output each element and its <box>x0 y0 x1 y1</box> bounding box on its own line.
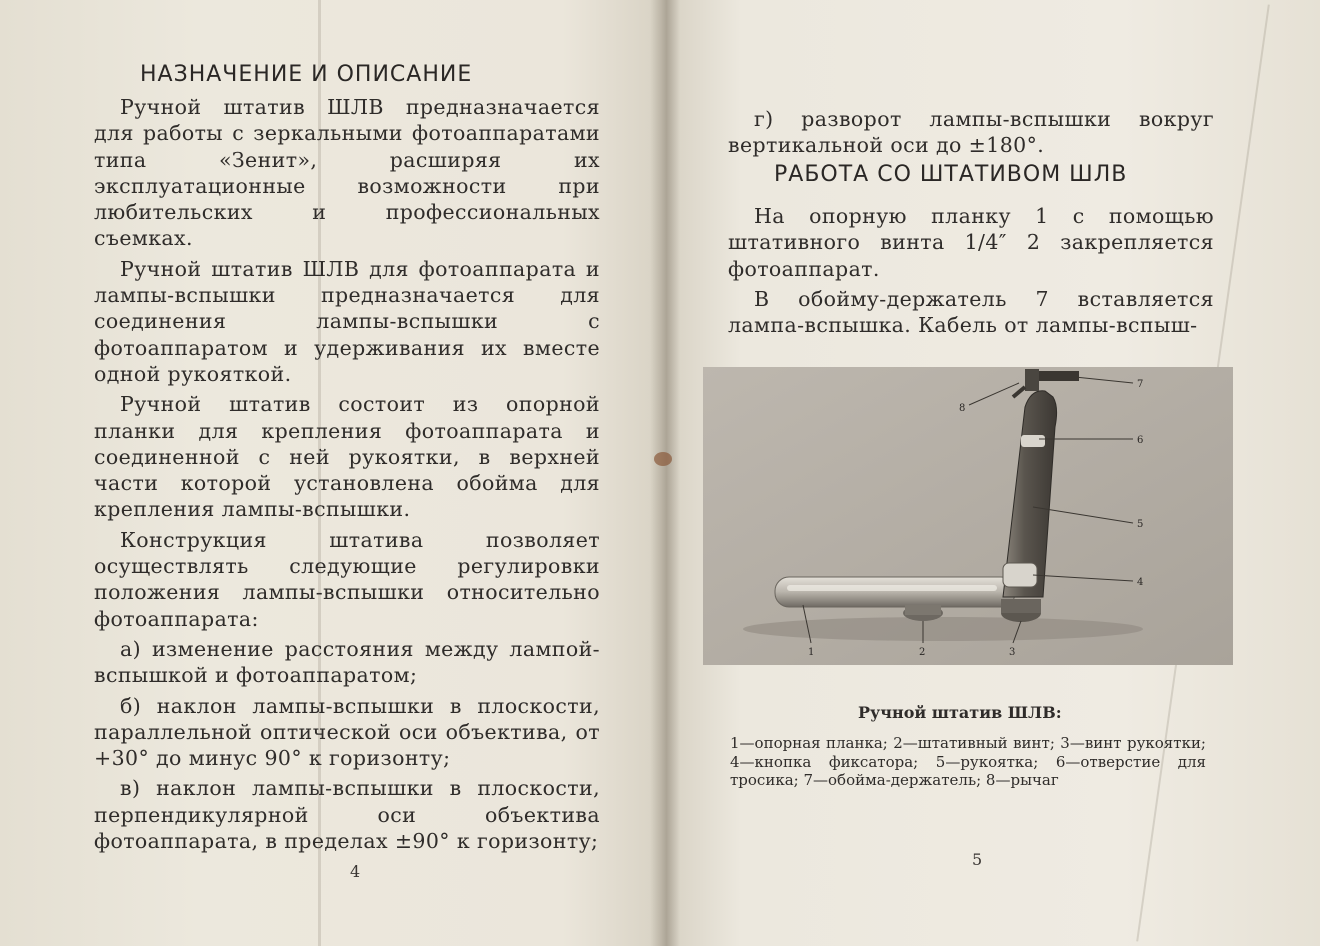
left-page-heading: НАЗНАЧЕНИЕ И ОПИСАНИЕ <box>140 62 473 87</box>
callout-1: 1 <box>808 647 815 658</box>
right-page-heading: РАБОТА СО ШТАТИВОМ ШЛВ <box>774 162 1128 187</box>
figure-caption: 1—опорная планка; 2—штативный винт; 3—винт рукоятки; 4—кнопка фиксатора; 5—рукоятка; 6—отверстие для тросика; 7—обойма-держатель; 8—рычаг <box>730 734 1206 789</box>
callout-4: 4 <box>1137 577 1144 588</box>
binding-hole <box>654 452 672 466</box>
list-item-a: а) изменение расстояния между лампой-вспышкой и фотоаппаратом; <box>94 636 600 688</box>
base-plank <box>775 577 1015 607</box>
list-item-v: в) наклон лампы-вспышки в плоскости, перпендикулярной оси объектива фотоаппарата, в пределах ±90° к горизонту; <box>94 776 600 854</box>
list-item-g: г) разворот лампы-вспышки вокруг вертикальной оси до ±180°. <box>728 107 1214 158</box>
tripod-photo <box>703 367 1233 665</box>
figure-caption-title: Ручной штатив ШЛВ: <box>858 703 1062 722</box>
paragraph-function: Ручной штатив ШЛВ для фотоаппарата и лампы-вспышки предназначается для соединения лампы-вспышки с фотоаппаратом и удерживания их вместе одной рукояткой. <box>94 256 600 386</box>
callout-3: 3 <box>1009 647 1016 658</box>
callout-6: 6 <box>1137 435 1144 446</box>
paragraph-purpose: Ручной штатив ШЛВ предназначается для работы с зеркальными фотоаппаратами типа «Зенит», расширяя их эксплуатационные возможности при любительских и профессиональных съемках. <box>94 95 600 251</box>
cable-hole <box>1021 435 1045 447</box>
right-page-body <box>728 203 1214 338</box>
callout-2: 2 <box>919 647 926 658</box>
paragraph-adjustments: Конструкция штатива позволяет осуществлять следующие регулировки положения лампы-вспышки относительно фотоаппарата: <box>94 527 600 631</box>
left-page-body <box>94 94 600 854</box>
list-item-b: б) наклон лампы-вспышки в плоскости, параллельной оптической оси объектива, от +30° до минус 90° к горизонту; <box>94 693 600 771</box>
paragraph-composition: Ручной штатив состоит из опорной планки для крепления фотоаппарата и соединенной с ней рукоятки, в верхней части которой установлена обойма для крепления лампы-вспышки. <box>94 392 600 522</box>
page-number-right: 5 <box>972 850 983 869</box>
tripod-illustration <box>703 367 1233 665</box>
flash-holder <box>1033 371 1079 381</box>
callout-7: 7 <box>1137 379 1144 390</box>
spine-fold <box>650 0 680 946</box>
right-page-continuation <box>728 106 1214 159</box>
fixator-button <box>1003 563 1037 587</box>
callout-5: 5 <box>1137 519 1144 530</box>
callout-8: 8 <box>959 403 966 414</box>
page-number-left: 4 <box>350 862 361 881</box>
paragraph-insert-flash: В обойму-держатель 7 вставляется лампа-вспышка. Кабель от лампы-вспыш- <box>728 286 1214 338</box>
paragraph-mount-camera: На опорную планку 1 с помощью штативного винта 1/4″ 2 закрепляется фотоаппарат. <box>728 204 1214 281</box>
